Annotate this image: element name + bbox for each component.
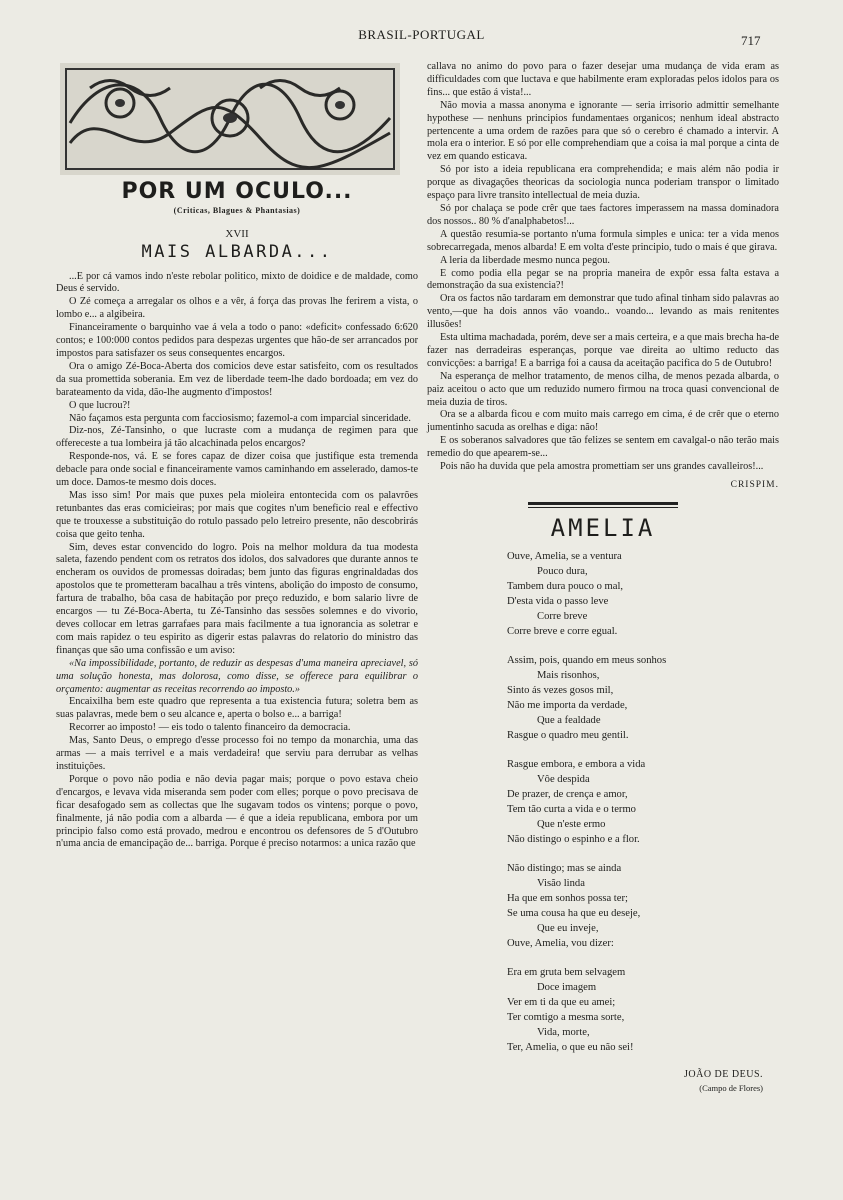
poem-line: Corre breve [537,610,588,622]
paragraph: Mas, Santo Deus, o emprego d'esse processo foi no tempo da monarchia, uma das armas — a mais terrivel e a mais verdadeira! que serviu para derrubar as velhas instituições. [56,735,418,772]
poem-line: Vida, morte, [537,1026,590,1038]
poem-line: Não distingo o espinho e a flor. [507,833,640,845]
paragraph: E os soberanos salvadores que tão felizes se sentem em cavalgal-o não terão mais remedio do que apearem-se... [427,435,779,460]
article-title: MAIS ALBARDA... [141,241,333,262]
poem-line: D'esta vida o passo leve [507,595,609,607]
paragraph: Não movia a massa anonyma e ignorante — seria irrisorio admittir semelhante hypothese — nenhuns principios fundamentaes organicos; nenhum ideal abstracto pertencente a uma ordem de razões para que só o cerebro é chamado a intervir. A mola era o interior. E só por elle comprehendiam que a coisa ia mal porque a cinta de vez em quando esticava. [427,99,779,163]
paragraph: O Zé começa a arregalar os olhos e a vêr, á força das provas lhe ferirem a vista, o lombo e... a algibeira. [56,296,418,321]
poem-line: Que n'este ermo [537,818,606,830]
poem-body [427,549,779,1055]
paragraph: Ora os factos não tardaram em demonstrar que tudo afinal tinham sido palavras ao vento,—que ha dois annos vão voando.. voando... levando as mais renitentes illusões! [427,293,779,331]
section-heading: POR UM OCULO... [121,178,353,204]
poem-line: Que a fealdade [537,714,601,726]
paragraph: Na esperança de melhor tratamento, de menos cilha, de menos pezada albarda, o paiz aceitou o acto que um reduzido numero firmou na troca quasi convencional de meia duzia de tiros. [427,370,779,408]
paragraph: Recorrer ao imposto! — eis todo o talento financeiro da democracia. [69,722,351,734]
article-body [56,271,418,658]
poem-line: Ha que em sonhos possa ter; [507,892,628,904]
poem-line: De prazer, de crença e amor, [507,788,628,800]
left-column [56,63,418,851]
paragraph: Sim, deves estar convencido do logro. Pois na melhor moldura da tua modesta saleta, fazendo pendent com os retratos dos idolos, dos salvadores que durante annos te encheram os ouvidos de promessas doiradas; bem junto das figuras engrinaldadas dos apostolos que te prometteram bacalhau a três vintens, abolição do imposto de consumo, fartura de trabalho, bôa casa de habitação por preço reduzido, e bom salario livre de encargos — tu Zé-Boca-Aberta, tu Zé-Tansinho das sessões solemnes e do vivorio, deves collocar em letras garrafaes para mais facilmente a tua ignorancia as soletrar e com mais rapidez o teu espirito as digerir estas palavras do relatorio do ministro das finanças que são uma confissão e um aviso: [56,541,418,656]
poem-line: Não distingo; mas se ainda [507,862,622,874]
paragraph: Só por chalaça se pode crêr que taes factores imperassem na massa dominadora dos nossos.. 80 % d'analphabetos!... [427,202,779,227]
poem-line: Pouco dura, [537,565,588,577]
paragraph: O que lucrou?! [69,399,131,411]
paragraph: Mas isso sim! Por mais que puxes pela mioleira entontecida com os palavrões retunbantes das eras comicieiras; por mais que cogites n'um beneficio real e effectivo que te trouxesse a substituição do rotulo passado pelo letreiro presente, não descobrirás coisa que geito tenha. [56,489,418,540]
poem-line: Vôe despida [537,773,590,785]
poem-line: Se uma cousa ha que eu deseje, [507,907,641,919]
poem-line: Ter, Amelia, o que eu não sei! [507,1041,634,1053]
section-number: XVII [225,227,249,240]
article-continuation [427,61,779,474]
poem-line: Doce imagem [537,981,597,993]
paragraph: A questão resumia-se portanto n'uma formula simples e unica: ter a vida menos sobrecarregada, menos albarda! E em volta d'este principio, tudo o mais é que girava. [427,228,779,253]
paragraph: Ora o amigo Zé-Boca-Aberta dos comicios deve estar satisfeito, com os resultados da sua promettida soberania. Em vez de liberdade teem-lhe dado bordoada; em vez do barateamento da vida, dão-lhe augmento d'impostos! [56,360,418,398]
poem-title: AMELIA [550,513,656,542]
ornamental-banner [60,63,400,175]
paragraph: Encaixilha bem este quadro que representa a tua existencia futura; soletra bem as suas palavras, mede bem o seu alcance e, aperta o bolso e... a barriga! [56,696,418,721]
poem-place: (Campo de Flores) [699,1082,763,1093]
poem-line: Ver em ti da que eu amei; [507,996,616,1008]
article-signature: CRISPIM. [730,480,779,490]
poem-line: Sinto ás vezes gosos mil, [507,684,614,696]
poem-line: Corre breve e corre egual. [507,625,618,637]
article-body-continued [56,696,418,851]
poem-line: Ouve, Amelia, se a ventura [507,550,622,562]
poem-stanza [507,861,779,951]
poem-line: Mais risonhos, [537,669,600,681]
poem-author: JOÃO DE DEUS. [684,1068,763,1080]
poem-line: Tem tão curta a vida e o termo [507,803,636,815]
poem-stanza [507,549,779,639]
section-subtitle: (Criticas, Blagues & Phantasias) [173,205,301,215]
poem-line: Que eu inveje, [537,922,599,934]
poem-line: Não me importa da verdade, [507,699,628,711]
paragraph: A leria da liberdade mesmo nunca pegou. [440,254,610,266]
paragraph: E como podia ella pegar se na propria maneira de expôr essa falta estava a demonstração da sua existencia?! [427,267,779,292]
paragraph: Diz-nos, Zé-Tansinho, o que lucraste com a mudança de regimen para que offereceste a tua lombeira já tão alcachinada pelos encargos? [56,425,418,450]
section-divider [528,502,678,508]
poem-line: Rasgue o quadro meu gentil. [507,729,629,741]
journal-title: BRASIL-PORTUGAL [358,27,485,42]
right-column [427,61,779,1095]
poem-line: Assim, pois, quando em meus sonhos [507,654,667,666]
paragraph: Esta ultima machadada, porém, deve ser a mais certeira, e a que mais brecha ha-de fazer nas derradeiras esperanças, porque vae direita ao ultimo reducto das convicções: a barriga! E a barriga foi a causa da aceitação pacifica do 5 de Outubro! [427,332,779,369]
paragraph: ...E por cá vamos indo n'este rebolar politico, mixto de doidice e de maldade, como Deus é servido. [56,270,418,295]
poem-line: Rasgue embora, e embora a vida [507,758,646,770]
paragraph: Só por isto a ideia republicana era comprehendida; e mais além não podia ir porque as divagações theoricas da sociologia nunca poderiam transpor o limitado espaço para livre transito intellectual de meia duzia. [427,164,779,202]
paragraph: Financeiramente o barquinho vae á vela a todo o pano: «deficit» confessado 6:620 contos; e 100:000 contos pedidos para despezas urgentes que hão-de ser arrancados por impostos para satisfazer os seus consequentes encargos. [56,322,418,359]
poem-line: Tambem dura pouco o mal, [507,580,624,592]
page-number: 717 [741,33,761,48]
paragraph: Ora se a albarda ficou e com muito mais carrego em cima, é de crêr que o eterno jumentinho sacuda as orelhas e diga: não! [427,409,779,434]
poem-line: Ouve, Amelia, vou dizer: [507,937,614,949]
poem-stanza [507,653,779,743]
poem-stanza [507,757,779,847]
poem-stanza [507,965,779,1055]
paragraph: Responde-nos, vá. E se fores capaz de dizer coisa que justifique esta tremenda debacle para onde social e financeiramente vamos caminhando em asselerado, damos-te um doce. Damos-te mesmo dois doces. [56,451,418,489]
ministry-quote: «Na impossibilidade, portanto, de reduzir as despesas d'uma maneira apreciavel, só uma solução honesta, mas dolorosa, como disse, se offerece para equilibrar o orçamento: augmentar as receitas recorrendo ao imposto.» [56,657,418,695]
paragraph: callava no animo do povo para o fazer desejar uma mudança de vida eram as difficuldades com que luctava e que habilmente eram exploradas pelos idolos para os fins... que estão á vista!... [427,61,779,98]
poem-line: Ter comtigo a mesma sorte, [507,1011,625,1023]
paragraph: Pois não ha duvida que pela amostra promettiam ser uns grandes cavalleiros!... [440,461,764,473]
paragraph: Não façamos esta pergunta com facciosismo; fazemol-a com imparcial sinceridade. [69,412,411,424]
paragraph: Porque o povo não podia e não devia pagar mais; porque o povo estava cheio d'encargos, e levava vida miseranda sem poder com elles; porque o povo precisava de ficar desafogado sem as collectas que lhe sugavam todos os vintens; porque o povo, finalmente, já não podia com a albarda — é que a ideia republicana, embora por um principio falso como está provado, medrou e encontrou os defensores de 5 d'Outubro n'uma ancia de emancipação de... barriga. Porque é preciso notarmos: a unica razão que [56,773,418,850]
poem-line: Era em gruta bem selvagem [507,966,626,978]
poem-line: Visão linda [537,877,585,889]
